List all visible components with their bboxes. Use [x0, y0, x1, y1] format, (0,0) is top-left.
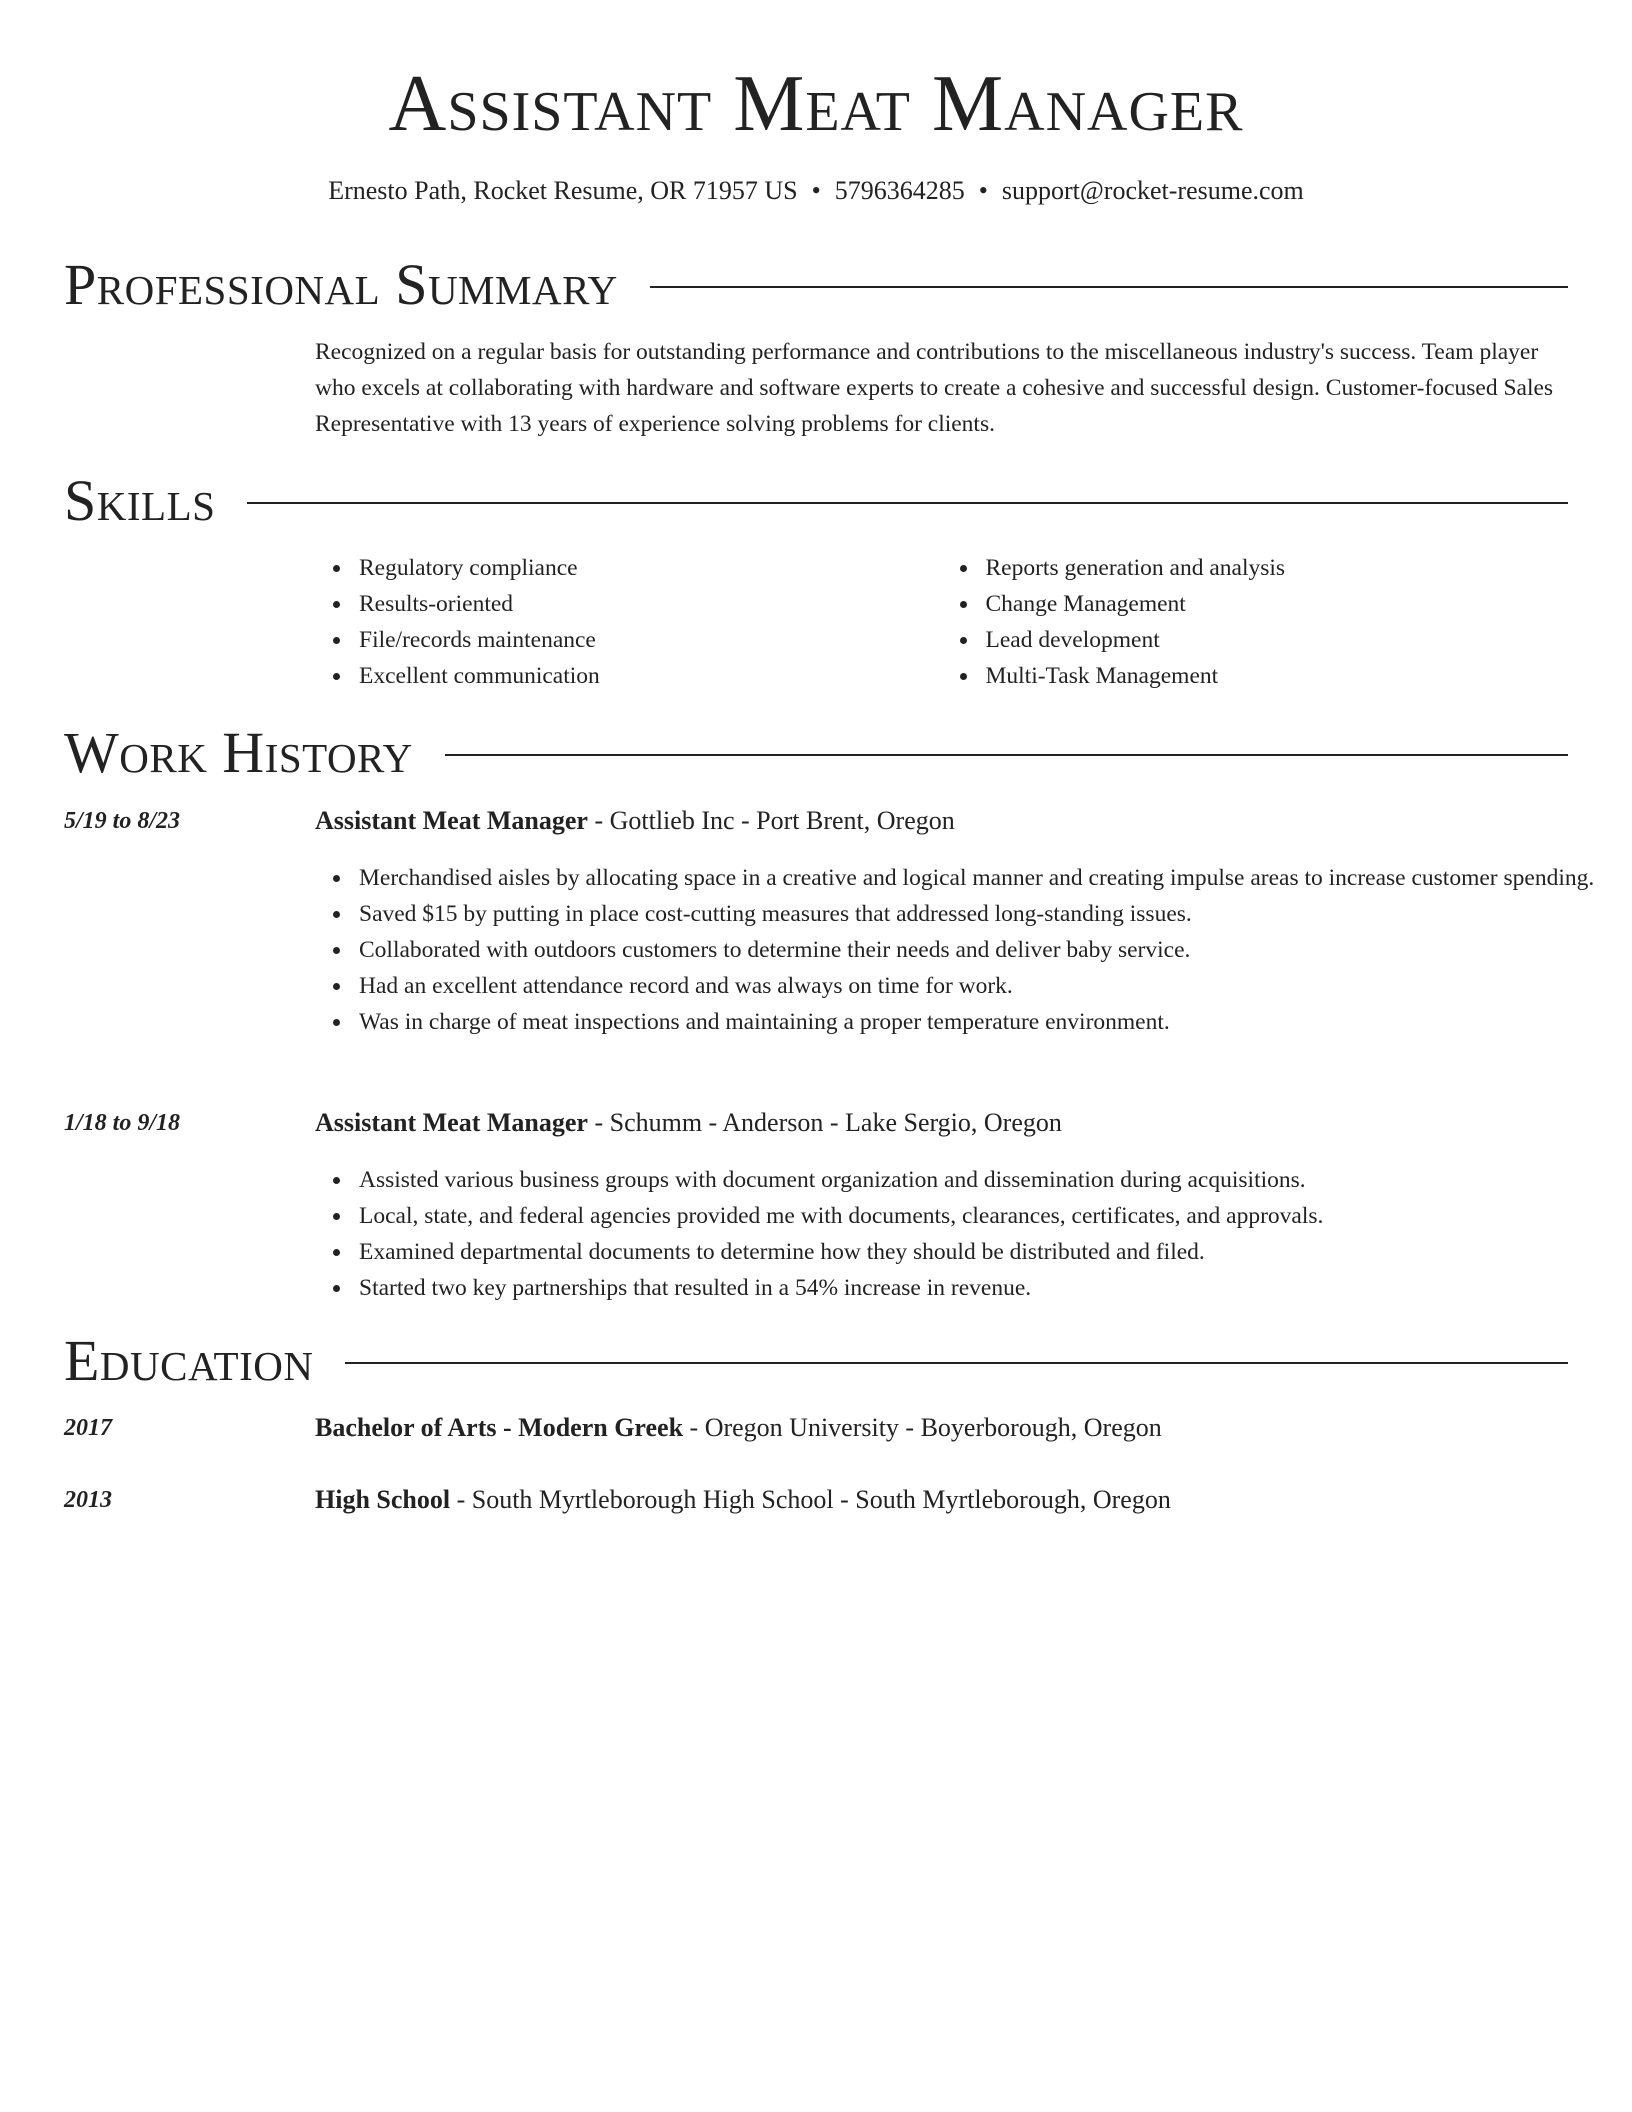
resume-title: Assistant Meat Manager	[388, 60, 1244, 148]
contact-phone: 5796364285	[834, 176, 965, 205]
section-title-education: Education	[64, 1328, 314, 1393]
contact-separator: •	[811, 176, 821, 205]
skill-item: Excellent communication	[359, 658, 942, 694]
section-title-skills: Skills	[64, 468, 216, 533]
job-details: - Gottlieb Inc - Port Brent, Oregon	[587, 806, 955, 835]
job-dates: 1/18 to 9/18	[64, 1110, 181, 1136]
job-bullet: Examined departmental documents to determine how they should be distributed and filed.	[359, 1234, 1612, 1270]
contact-email: support@rocket-resume.com	[1001, 176, 1304, 205]
education-degree: High School	[315, 1485, 451, 1514]
section-divider	[345, 1362, 1568, 1364]
job-bullets	[315, 860, 1612, 1040]
job-bullet: Had an excellent attendance record and was always on time for work.	[359, 968, 1612, 1004]
job-header	[315, 804, 1568, 838]
skills-column-right	[942, 550, 1569, 694]
skill-item: Change Management	[986, 586, 1569, 622]
education-entry	[315, 1483, 1568, 1517]
contact-address: Ernesto Path, Rocket Resume, OR 71957 US	[328, 176, 798, 205]
skill-item: File/records maintenance	[359, 622, 942, 658]
section-title-summary: Professional Summary	[64, 252, 618, 317]
education-details: - South Myrtleborough High School - South Myrtleborough, Oregon	[450, 1485, 1171, 1514]
job-details: - Schumm - Anderson - Lake Sergio, Oregon	[587, 1108, 1062, 1137]
job-title: Assistant Meat Manager	[315, 1108, 588, 1137]
skill-item: Reports generation and analysis	[986, 550, 1569, 586]
job-bullet: Saved $15 by putting in place cost-cutting measures that addressed long-standing issues.	[359, 896, 1612, 932]
section-header-summary	[64, 252, 1568, 318]
skill-item: Results-oriented	[359, 586, 942, 622]
skills-list	[315, 550, 1568, 694]
job-bullet: Merchandised aisles by allocating space in a creative and logical manner and creating impulse areas to increase customer spending.	[359, 860, 1612, 896]
job-bullet: Started two key partnerships that resulted in a 54% increase in revenue.	[359, 1270, 1612, 1306]
summary-text: Recognized on a regular basis for outstanding performance and contributions to the miscellaneous industry's success. Team player who excels at collaborating with hardware and software experts to create a cohesive and successful design. Customer-focused Sales Representative with 13 years of experience solving problems for clients.	[315, 339, 1554, 437]
section-header-education	[64, 1328, 1568, 1394]
job-bullets	[315, 1162, 1612, 1306]
contact-separator: •	[978, 176, 988, 205]
education-year: 2013	[64, 1487, 112, 1513]
section-divider	[445, 754, 1568, 756]
skill-item: Regulatory compliance	[359, 550, 942, 586]
job-bullet: Assisted various business groups with document organization and dissemination during acquisitions.	[359, 1162, 1612, 1198]
skill-item: Lead development	[986, 622, 1569, 658]
contact-line	[64, 174, 1568, 208]
education-entry	[315, 1411, 1568, 1445]
skill-item: Multi-Task Management	[986, 658, 1569, 694]
section-divider	[650, 286, 1568, 288]
job-dates: 5/19 to 8/23	[64, 808, 181, 834]
job-title: Assistant Meat Manager	[315, 806, 588, 835]
job-header	[315, 1106, 1568, 1140]
education-year: 2017	[64, 1415, 112, 1441]
job-bullet: Was in charge of meat inspections and maintaining a proper temperature environment.	[359, 1004, 1612, 1040]
section-header-work	[64, 720, 1568, 786]
section-title-work: Work History	[64, 720, 413, 785]
section-header-skills	[64, 468, 1568, 534]
education-degree: Bachelor of Arts - Modern Greek	[315, 1413, 684, 1442]
skills-column-left	[315, 550, 942, 694]
job-bullet: Local, state, and federal agencies provided me with documents, clearances, certificates, and approvals.	[359, 1198, 1612, 1234]
section-divider	[247, 502, 1568, 504]
job-bullet: Collaborated with outdoors customers to determine their needs and deliver baby service.	[359, 932, 1612, 968]
education-details: - Oregon University - Boyerborough, Oregon	[683, 1413, 1162, 1442]
